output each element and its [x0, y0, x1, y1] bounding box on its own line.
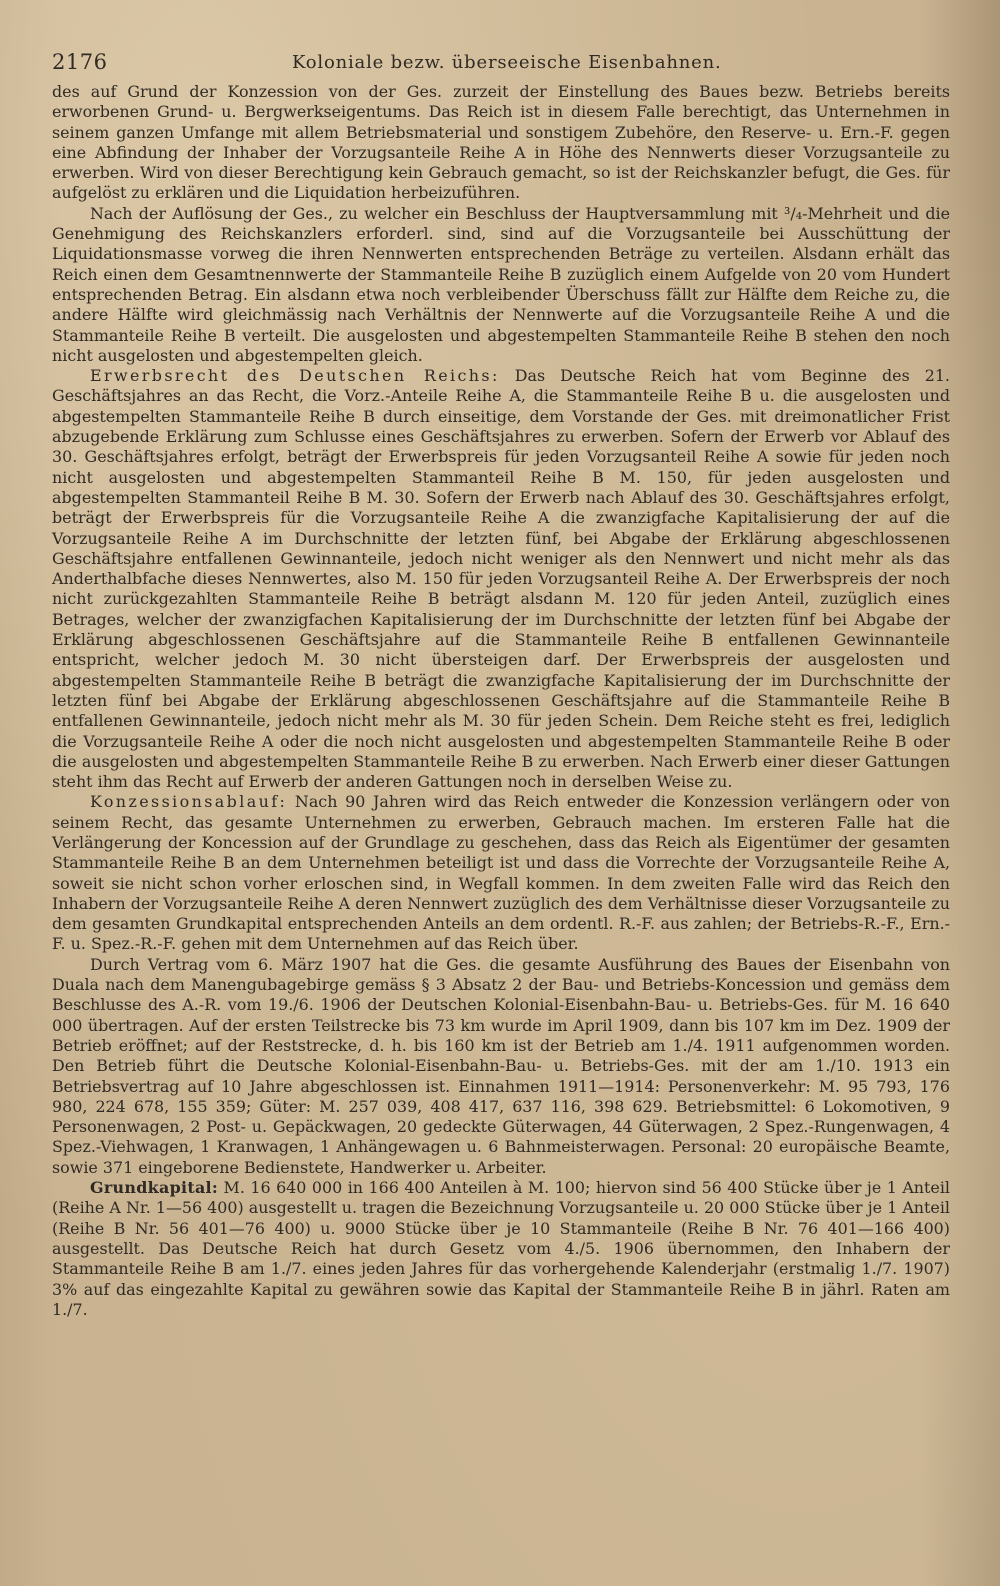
paragraph-continuation: [52, 82, 950, 204]
book-page: [52, 46, 950, 1320]
paragraph-lead: Erwerbsrecht des Deutschen Reichs:: [90, 366, 500, 386]
paragraph-text: Nach der Auflösung der Ges., zu welcher ein Beschluss der Hauptversammlung mit ³/₄-Mehrheit und die Genehmigung des Reichskanzlers erforderl. sind, sind auf die Vorzugsanteile bei Ausschüttung der Liquidationsmasse vorweg die ihren Nennwerten entsprechenden Beträge zu verteilen. Alsdann erhält das Reich einen dem Gesamtnennwerte der Stammanteile Reihe B zuzüglich einem Aufgelde von 20 vom Hundert entsprechenden Betrag. Ein alsdann etwa noch verbleibender Überschuss fällt zur Hälfte dem Reiche zu, die andere Hälfte wird gleichmässig nach Verhältnis der Nennwerte auf die Vorzugsanteile Reihe A und die Stammanteile Reihe B verteilt. Die ausgelosten und abgestempelten Stammanteile Reihe B stehen den noch nicht ausgelosten und abgestempelten gleich.: [52, 203, 950, 365]
paragraph-text: M. 16 640 000 in 166 400 Anteilen à M. 100; hiervon sind 56 400 Stücke über je 1 Anteil (Reihe A Nr. 1—56 400) ausgestellt u. tragen die Bezeichnung Vorzugsanteile u. 20 000 Stücke über je 1 Anteil (Reihe B Nr. 56 401—76 400) u. 9000 Stücke über je 10 Stammanteile (Reihe B Nr. 76 401—166 400) ausgestellt. Das Deutsche Reich hat durch Gesetz vom 4./5. 1906 übernommen, den Inhabern der Stammanteile Reihe B am 1./7. eines jeden Jahres für das vorhergehende Kalenderjahr (erstmalig 1./7. 1907) 3% auf das eingezahlte Kapital zu gewähren sowie das Kapital der Stammanteile Reihe B in jährl. Raten am 1./7.: [52, 1178, 950, 1319]
paragraph-konzessionsablauf: [52, 792, 950, 954]
body-text: [52, 82, 950, 1320]
page-number: 2176: [52, 50, 108, 74]
paragraph-erwerbsrecht: [52, 366, 950, 792]
paragraph-text: Nach 90 Jahren wird das Reich entweder die Konzession verlängern oder von seinem Recht, das gesamte Unternehmen zu erwerben, Gebrauch machen. Im ersteren Falle hat die Verlängerung der Koncession auf der Grundlage zu geschehen, dass das Reich als Eigentümer der gesamten Stammanteile Reihe B an dem Unternehmen beteiligt ist und dass die Vorrechte der Vorzugsanteile Reihe A, soweit sie nicht schon vorher erloschen sind, in Wegfall kommen. In dem zweiten Falle wird das Reich den Inhabern der Vorzugsanteile Reihe A deren Nennwert zuzüglich des dem Verhältnisse dieser Vorzugsanteile zu dem gesamten Grundkapital entsprechenden Anteils an dem ordentl. R.-F. aus zahlen; der Betriebs-R.-F., Ern.-F. u. Spez.-R.-F. gehen mit dem Unternehmen auf das Reich über.: [52, 792, 950, 954]
running-title: Koloniale bezw. überseeische Eisenbahnen.: [292, 52, 722, 73]
running-head: [52, 46, 950, 80]
paragraph-text: des auf Grund der Konzession von der Ges. zurzeit der Einstellung des Baues bezw. Betriebs bereits erworbenen Grund- u. Bergwerkseigentums. Das Reich ist in diesem Falle berechtigt, das Unternehmen in seinem ganzen Umfange mit allem Betriebsmaterial und sonstigem Zubehöre, den Reserve- u. Ern.-F. gegen eine Abfindung der Inhaber der Vorzugsanteile Reihe A in Höhe des Nennwerts dieser Vorzugsanteile zu erwerben. Wird von dieser Berechtigung kein Gebrauch gemacht, so ist der Reichskanzler befugt, die Ges. für aufgelöst zu erklären und die Liquidation herbeizuführen.: [52, 82, 950, 203]
paragraph-vertrag: [52, 955, 950, 1178]
paragraph-grundkapital: [52, 1178, 950, 1320]
paragraph-liquidation: [52, 204, 950, 366]
paragraph-lead: Konzessionsablauf:: [90, 792, 288, 812]
paragraph-lead: Grundkapital:: [90, 1178, 219, 1198]
paragraph-text: Das Deutsche Reich hat vom Beginne des 21. Geschäftsjahres an das Recht, die Vorz.-Anteile Reihe A, die Stammanteile Reihe B u. die ausgelosten und abgestempelten Stammanteile Reihe B durch einseitige, dem Vorstande der Ges. mit dreimonatlicher Frist abzugebende Erklärung zum Schlusse eines Geschäftsjahres zu erwerben. Sofern der Erwerb vor Ablauf des 30. Geschäftsjahres erfolgt, beträgt der Erwerbspreis für jeden Vorzugsanteil Reihe A sowie für jeden noch nicht ausgelosten und abgestempelten Stammanteil Reihe B M. 150, für jeden ausgelosten und abgestempelten Stammanteil Reihe B M. 30. Sofern der Erwerb nach Ablauf des 30. Geschäftsjahres erfolgt, beträgt der Erwerbspreis für die Vorzugsanteile Reihe A die zwanzigfache Kapitalisierung der auf die Vorzugsanteile Reihe A im Durchschnitte der letzten fünf, bei Abgabe der Erklärung abgeschlossenen Geschäftsjahre entfallenen Gewinnanteile, jedoch nicht weniger als den Nennwert und nicht mehr als das Anderthalbfache dieses Nennwertes, also M. 150 für jeden Vorzugsanteil Reihe A. Der Erwerbspreis der noch nicht zurückgezahlten Stammanteile Reihe B beträgt alsdann M. 120 für jeden Anteil, zuzüglich eines Betrages, welcher der zwanzigfachen Kapitalisierung der im Durchschnitte der letzten fünf bei Abgabe der Erklärung abgeschlossenen Geschäftsjahre auf die Stammanteile Reihe B entfallenen Gewinnanteile entspricht, welcher jedoch M. 30 nicht übersteigen darf. Der Erwerbspreis der ausgelosten und abgestempelten Stammanteile Reihe B beträgt die zwanzigfache Kapitalisierung der im Durchschnitte der letzten fünf bei Abgabe der Erklärung abgeschlossenen Geschäftsjahre auf die Stammanteile Reihe B entfallenen Gewinnanteile, jedoch nicht mehr als M. 30 für jeden Schein. Dem Reiche steht es frei, lediglich die Vorzugsanteile Reihe A oder die noch nicht ausgelosten und abgestempelten Stammanteile Reihe B oder die ausgelosten und abgestempelten Stammanteile Reihe B zu erwerben. Nach Erwerb einer dieser Gattungen steht ihm das Recht auf Erwerb der anderen Gattungen noch in derselben Weise zu.: [52, 366, 950, 792]
paragraph-text: Durch Vertrag vom 6. März 1907 hat die Ges. die gesamte Ausführung des Baues der Eisenbahn von Duala nach dem Manengubagebirge gemäss § 3 Absatz 2 der Bau- und Betriebs-Koncession und gemäss dem Beschlusse des A.-R. vom 19./6. 1906 der Deutschen Kolonial-Eisenbahn-Bau- u. Betriebs-Ges. für M. 16 640 000 übertragen. Auf der ersten Teilstrecke bis 73 km wurde im April 1909, dann bis 107 km im Dez. 1909 der Betrieb eröffnet; auf der Reststrecke, d. h. bis 160 km ist der Betrieb am 1./4. 1911 aufgenommen worden. Den Betrieb führt die Deutsche Kolonial-Eisenbahn-Bau- u. Betriebs-Ges. mit der am 1./10. 1913 ein Betriebsvertrag auf 10 Jahre abgeschlossen ist. Einnahmen 1911—1914: Personenverkehr: M. 95 793, 176 980, 224 678, 155 359; Güter: M. 257 039, 408 417, 637 116, 398 629. Betriebsmittel: 6 Lokomotiven, 9 Personenwagen, 2 Post- u. Gepäckwagen, 20 gedeckte Güterwagen, 44 Güterwagen, 2 Spez.-Rungenwagen, 4 Spez.-Viehwagen, 1 Kranwagen, 1 Anhängewagen u. 6 Bahnmeisterwagen. Personal: 20 europäische Beamte, sowie 371 eingeborene Bedienstete, Handwerker u. Arbeiter.: [52, 954, 950, 1177]
